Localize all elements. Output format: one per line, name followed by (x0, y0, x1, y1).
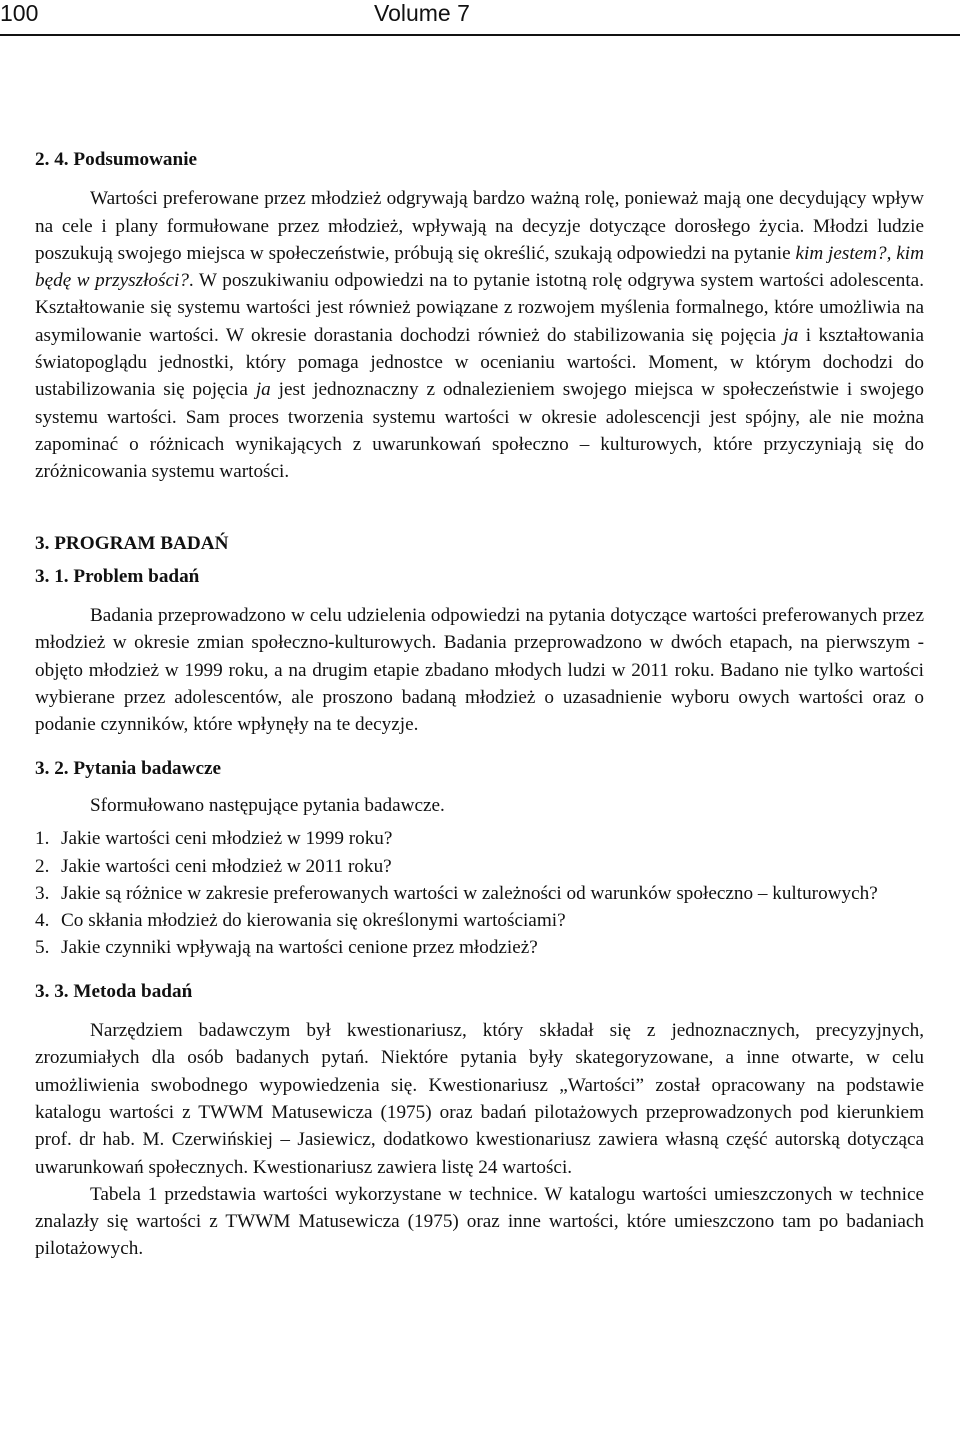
list-number: 4. (35, 910, 50, 932)
header-rule (0, 34, 960, 36)
section-2-4-heading: 2. 4. Podsumowanie (35, 149, 198, 170)
section-2-4-paragraph (35, 185, 924, 485)
italic-question: kim jestem?, kim będę w przyszłości? (35, 242, 924, 292)
section-3-heading: 3. PROGRAM BADAŃ (35, 532, 229, 554)
list-number: 1. (35, 828, 50, 850)
section-3-1-paragraph: Badania przeprowadzono w celu udzielenia odpowiedzi na pytania dotyczące wartości preferowanych przez młodzież w okresie zmian społeczno-kulturowych. Badania przeprowadzono w dwóch etapach, na pierwszym - objęto młodzież w 1999 roku, a na drugim etapie zbadano młodych ludzi w 2011 roku. Badano nie tylko wartości wybierane przez adolescentów, ale proszono badaną młodzież o uzasadnienie wyboru owych wartości oraz o podanie czynników, które wpłynęły na te decyzje. (35, 605, 924, 736)
list-text: Jakie wartości ceni młodzież w 2011 roku? (61, 855, 392, 877)
section-3-2-intro: Sformułowano następujące pytania badawcze. (90, 794, 445, 816)
list-item (35, 825, 924, 852)
section-3-3-paragraph-2: Tabela 1 przedstawia wartości wykorzystane w technice. W katalogu wartości umieszczonych w technice znalazły się wartości z TWWM Matusewicza (1975) oraz inne wartości, które umieszczono tam po badaniach pilotażowych. (35, 1183, 924, 1260)
text-run: Wartości preferowane przez młodzież odgrywają bardzo ważną rolę, ponieważ mają one decydujący wpływ na cele i plany formułowane przez młodzież, wpływają na decyzje dotyczące dorosłego życia. Młodzi ludzie poszukują swojego miejsca w społeczeństwie, próbują się określić, szukają odpowiedzi na pytanie (35, 188, 924, 264)
section-3-1-heading: 3. 1. Problem badań (35, 565, 200, 587)
list-text: Jakie czynniki wpływają na wartości cenione przez młodzież? (61, 937, 538, 959)
list-text: Jakie są różnice w zakresie preferowanych wartości w zależności od warunków społeczno – kulturowych? (61, 882, 878, 904)
italic-term: ja (255, 379, 271, 401)
list-item (35, 880, 924, 907)
text-run: i kształtowania światopoglądu jednostki, który pomaga jednostce w ocenianiu wartości. Moment, w którym dochodzi do ustabilizowania się pojęcia (35, 324, 924, 401)
list-text: Co skłania młodzież do kierowania się określonymi wartościami? (61, 910, 566, 932)
list-number: 3. (35, 882, 50, 904)
section-3-3-paragraph-1: Narzędziem badawczym był kwestionariusz, który składał się z jednoznacznych, precyzyjnych, zrozumiałych dla osób badanych pytań. Niektóre pytania były skategoryzowane, a inne otwarte, w celu umożliwienia swobodnego wypowiedzenia się. Kwestionariusz „Wartości” został opracowany na podstawie katalogu wartości z TWWM Matusewicza (1975) oraz badań pilotażowych przeprowadzonych pod kierunkiem prof. dr hab. M. Czerwińskiej – Jasiewicz, dodatkowo kwestionariusz zawiera własną część autorską dotycząca uwarunkowań społecznych. Kwestionariusz zawiera listę 24 wartości. (35, 1020, 924, 1178)
italic-term: ja (783, 324, 799, 346)
page-content (35, 146, 924, 1263)
list-item (35, 853, 924, 880)
list-number: 2. (35, 855, 50, 877)
text-run: . W poszukiwaniu odpowiedzi na to pytanie istotną rolę odgrywa system wartości adolescenta. Kształtowanie się systemu wartości jest również powiązane z rozwojem myślenia formalnego, które umożliwia na asymilowanie wartości. W okresie dorastania dochodzi również do stabilizowania się pojęcia (35, 270, 924, 346)
list-text: Jakie wartości ceni młodzież w 1999 roku? (61, 828, 393, 850)
volume-label: Volume 7 (374, 0, 470, 26)
section-3-2-heading: 3. 2. Pytania badawcze (35, 757, 222, 779)
research-questions-list (35, 825, 924, 961)
text-run: jest jednoznaczny z odnalezieniem swojego miejsca w społeczeństwie i swojego systemu wartości. Sam proces tworzenia systemu wartości w okresie adolescencji jest spójny, ale nie można zapominać o różnicach wynikających z uwarunkowań społeczno – kulturowych, które przyczyniają się do zróżnicowania systemu wartości. (35, 379, 924, 483)
list-item (35, 907, 924, 934)
page-header (0, 0, 960, 36)
list-number: 5. (35, 937, 50, 959)
list-item (35, 934, 924, 961)
section-3-3-heading: 3. 3. Metoda badań (35, 980, 193, 1002)
page-number: 100 (0, 0, 39, 26)
